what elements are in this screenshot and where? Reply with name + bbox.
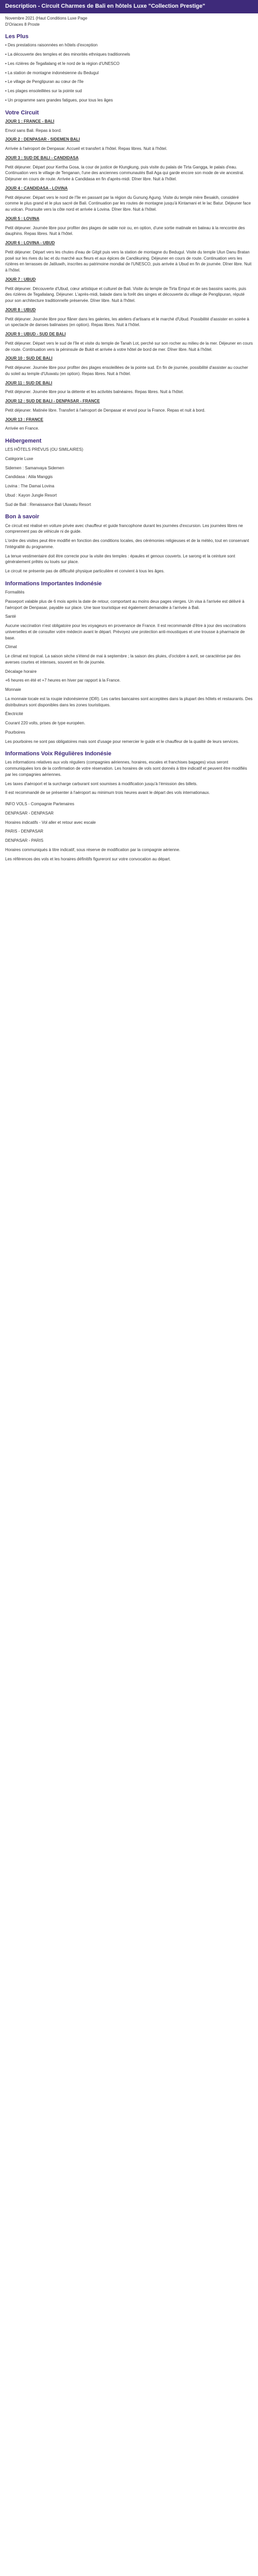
page-header [0, 0, 258, 13]
paragraph: JOUR 11 : SUD DE BALI [5, 380, 53, 385]
section-title: Les Plus [5, 33, 29, 40]
section [5, 109, 253, 432]
section [5, 580, 253, 744]
paragraph: +6 heures en été et +7 heures en hiver par rapport à la France. [5, 678, 121, 683]
paragraph: Les pourboires ne sont pas obligatoires mais sont d'usage pour remercier le guide et le chauffeur de la qualité de leurs services. [5, 739, 239, 744]
paragraph: Décalage horaire [5, 669, 37, 674]
paragraph: INFO VOLS - Compagnie Partenaires [5, 802, 74, 807]
paragraph: Petit déjeuner. Départ vers le sud de l'île et visite du temple de Tanah Lot, perché sur son rocher au milieu de la mer. Déjeuner en cours de route. Continuation vers la péninsule de Bukit et arrivée à votre hôtel de bord de mer. Dîner libre. Nuit à l'hôtel. [5, 341, 253, 352]
paragraph: Petit déjeuner. Journée libre pour la détente et les activités balnéaires. Repas libres. Nuit à l'hôtel. [5, 389, 184, 395]
paragraph: Arrivée à l'aéroport de Denpasar. Accueil et transfert à l'hôtel. Repas libres. Nuit à l'hôtel. [5, 146, 168, 151]
section-title: Votre Circuit [5, 109, 39, 116]
paragraph: La tenue vestimentaire doit être correcte pour la visite des temples : épaules et genoux couverts. Le sarong et la ceinture sont généralement prêtés ou loués sur place. [5, 553, 235, 565]
paragraph: Le circuit ne présente pas de difficulté physique particulière et convient à tous les âges. [5, 569, 165, 574]
paragraph: JOUR 12 : SUD DE BALI - DENPASAR - FRANCE [5, 399, 100, 404]
paragraph: JOUR 10 : SUD DE BALI [5, 356, 53, 361]
paragraph: Climat [5, 645, 17, 650]
section [5, 437, 253, 507]
paragraph: Monnaie [5, 687, 21, 692]
paragraph: Petit déjeuner. Départ vers le nord de l'île en passant par la région du Gunung Agung. Visite du temple mère Besakih, considéré comme le plus grand et le plus sacré de Bali. Continuation par les routes de montagne jusqu'à Kintamani et le lac Batur. Déjeuner face au volcan. Poursuite vers la côte nord et arrivée à Lovina. Dîner libre. Nuit à l'hôtel. [5, 195, 251, 212]
paragraph: Envol sans Bali. Repas à bord. [5, 128, 62, 133]
paragraph: Candidasa : Alila Manggis [5, 474, 53, 480]
section-title: Informations Voix Régulières Indonésie [5, 751, 111, 757]
paragraph: • Les plages ensoleillées sur la pointe sud [5, 89, 82, 94]
paragraph: JOUR 1 : FRANCE - BALI [5, 118, 55, 124]
paragraph: Le climat est tropical. La saison sèche s'étend de mai à septembre ; la saison des pluies, d'octobre à avril, se caractérise par des averses courtes et intenses, souvent en fin de journée. [5, 654, 241, 665]
paragraph: • Le village de Penglipuran au cœur de l'île [5, 79, 84, 84]
paragraph: Formalités [5, 590, 25, 595]
paragraph: Courant 220 volts, prises de type européen. [5, 721, 86, 726]
paragraph: Les taxes d'aéroport et la surcharge carburant sont soumises à modification jusqu'à l'émission des billets. [5, 781, 198, 786]
paragraph: La monnaie locale est la roupie indonésienne (IDR). Les cartes bancaires sont acceptées dans la plupart des hôtels et restaurants. Des distributeurs sont disponibles dans les zones touristiques. [5, 696, 253, 707]
paragraph: Horaires communiqués à titre indicatif, sous réserve de modification par la compagnie aérienne. [5, 847, 181, 852]
section-title: Hébergement [5, 438, 42, 445]
paragraph: JOUR 5 : LOVINA [5, 216, 40, 221]
paragraph: JOUR 4 : CANDIDASA - LOVINA [5, 185, 68, 191]
document-body [0, 13, 258, 868]
section-title: Bon à savoir [5, 514, 40, 520]
paragraph: Santé [5, 614, 16, 619]
paragraph: • Les rizières de Tegallalang et le nord de la région d'UNESCO [5, 61, 120, 66]
paragraph: Petit déjeuner. Départ pour Kertha Gosa, la cour de justice de Klungkung, puis visite du palais de Tirta Gangga, le palais d'eau. Continuation vers le village de Tenganan, l'une des anciennes communautés Bali Aga qui garde encore son mode de vie ancestral. Déjeuner en cours de route. Arrivée à Candidasa en fin d'après-midi. Dîner libre. Nuit à l'hôtel. [5, 164, 245, 182]
paragraph: DENPASAR - DENPASAR [5, 810, 54, 816]
meta-line: D'Oriaces 8 Proste [5, 22, 40, 27]
paragraph: Catégorie Luxe [5, 456, 34, 461]
paragraph: Petit déjeuner. Journée libre pour profiter des plages ensoleillées de la pointe sud. En fin de journée, possibilité d'assister au coucher du soleil au temple d'Uluwatu (en option). Repas libres. Nuit à l'hôtel. [5, 365, 248, 376]
paragraph: Lovina : The Damai Lovina [5, 484, 55, 489]
paragraph: • La station de montagne indonésienne du Bedugul [5, 70, 99, 75]
paragraph: Petit déjeuner. Découverte d'Ubud, cœur artistique et culturel de Bali. Visite du temple de Tirta Empul et de ses bassins sacrés, puis des rizières de Tegallalang. Déjeuner. L'après-midi, balade dans la forêt des singes et découverte du village de Penglipuran, réputé pour son architecture traditionnelle préservée. Dîner libre. Nuit à l'hôtel. [5, 286, 246, 303]
paragraph: LES HÔTELS PRÉVUS (OU SIMILAIRES) [5, 447, 84, 452]
paragraph: Aucune vaccination n'est obligatoire pour les voyageurs en provenance de France. Il est recommandé d'être à jour des vaccinations universelles et de consulter votre médecin avant le départ. Prévoyez une protection anti-moustiques et une trousse à pharmacie de base. [5, 623, 246, 640]
section [5, 750, 253, 796]
section-title: Informations Importantes Indonésie [5, 580, 102, 587]
meta-line: Novembre 2021 (Haut Conditions Luxe Page [5, 15, 88, 21]
paragraph: Ubud : Kayon Jungle Resort [5, 493, 57, 498]
paragraph: Petit déjeuner. Journée libre pour flâner dans les galeries, les ateliers d'artisans et le marché d'Ubud. Possibilité d'assister en soirée à un spectacle de danses balinaises (en option). Repas libres. Nuit à l'hôtel. [5, 316, 249, 328]
paragraph: Petit déjeuner. Matinée libre. Transfert à l'aéroport de Denpasar et envol pour la France. Repas et nuit à bord. [5, 408, 205, 413]
paragraph: • Des prestations raisonnées en hôtels d'exception [5, 43, 98, 48]
paragraph: JOUR 9 : UBUD - SUD DE BALI [5, 332, 66, 337]
paragraph: Petit déjeuner. Départ vers les chutes d'eau de Gitgit puis vers la station de montagne du Bedugul. Visite du temple Ulun Danu Bratan posé sur les rives du lac et du marché aux fleurs et aux épices de Candikuning. Déjeuner en cours de route. Continuation vers les rizières en terrasses de Jatiluwih, inscrites au patrimoine mondial de l'UNESCO, puis arrivée à Ubud en fin de journée. Dîner libre. Nuit à l'hôtel. [5, 249, 252, 273]
paragraph: JOUR 6 : LOVINA - UBUD [5, 241, 55, 246]
paragraph: • Un programme sans grandes fatigues, pour tous les âges [5, 97, 113, 103]
paragraph: L'ordre des visites peut être modifié en fonction des conditions locales, des cérémonies religieuses et de la météo, tout en conservant l'intégralité du programme. [5, 538, 249, 549]
paragraph: Sidemen : Samanvaya Sidemen [5, 465, 64, 470]
paragraph: Les informations relatives aux vols réguliers (compagnies aériennes, horaires, escales et franchises bagages) vous seront communiquées lors de la confirmation de votre réservation. Les horaires de vols sont donnés à titre indicatif et peuvent être modifiés par les compagnies aériennes. [5, 760, 247, 777]
paragraph: Pourboires [5, 730, 25, 735]
paragraph: JOUR 8 : UBUD [5, 307, 36, 312]
sections-container [5, 32, 253, 862]
paragraph: DENPASAR - PARIS [5, 838, 43, 843]
paragraph: JOUR 13 : FRANCE [5, 417, 43, 422]
section [5, 32, 253, 103]
paragraph: Arrivée en France. [5, 426, 39, 431]
paragraph: Ce circuit est réalisé en voiture privée avec chauffeur et guide francophone durant les journées d'excursion. Les journées libres ne comprennent pas de véhicule ni de guide. [5, 523, 243, 534]
paragraph: PARIS - DENPASAR [5, 829, 43, 834]
paragraph: JOUR 2 : DENPASAR - SIDEMEN BALI [5, 137, 80, 142]
paragraph: Passeport valable plus de 6 mois après la date de retour, comportant au moins deux pages vierges. Un visa à l'arrivée est délivré à l'aéroport de Denpasar, payable sur place. Une taxe touristique est également demandée à l'arrivée à Bali. [5, 599, 245, 610]
paragraph: Horaires indicatifs - Vol aller et retour avec escale [5, 820, 96, 825]
page-title: Description - Circuit Charmes de Bali en hôtels Luxe "Collection Prestige" [5, 3, 205, 9]
paragraph: Électricité [5, 711, 23, 717]
section [5, 513, 253, 574]
paragraph: Il est recommandé de se présenter à l'aéroport au minimum trois heures avant le départ des vols internationaux. [5, 790, 210, 795]
paragraph: Petit déjeuner. Journée libre pour profiter des plages de sable noir ou, en option, d'une sortie matinale en bateau à la rencontre des dauphins. Repas libres. Nuit à l'hôtel. [5, 225, 245, 236]
meta-block [5, 15, 253, 28]
paragraph: Sud de Bali : Renaissance Bali Uluwatu Resort [5, 502, 91, 507]
paragraph: Les références des vols et les horaires définitifs figureront sur votre convocation au départ. [5, 856, 171, 861]
paragraph: JOUR 3 : SUD DE BALI - CANDIDASA [5, 155, 79, 160]
section [5, 801, 253, 862]
paragraph: JOUR 7 : UBUD [5, 277, 36, 282]
paragraph: • La découverte des temples et des minorités ethniques traditionnels [5, 52, 131, 57]
